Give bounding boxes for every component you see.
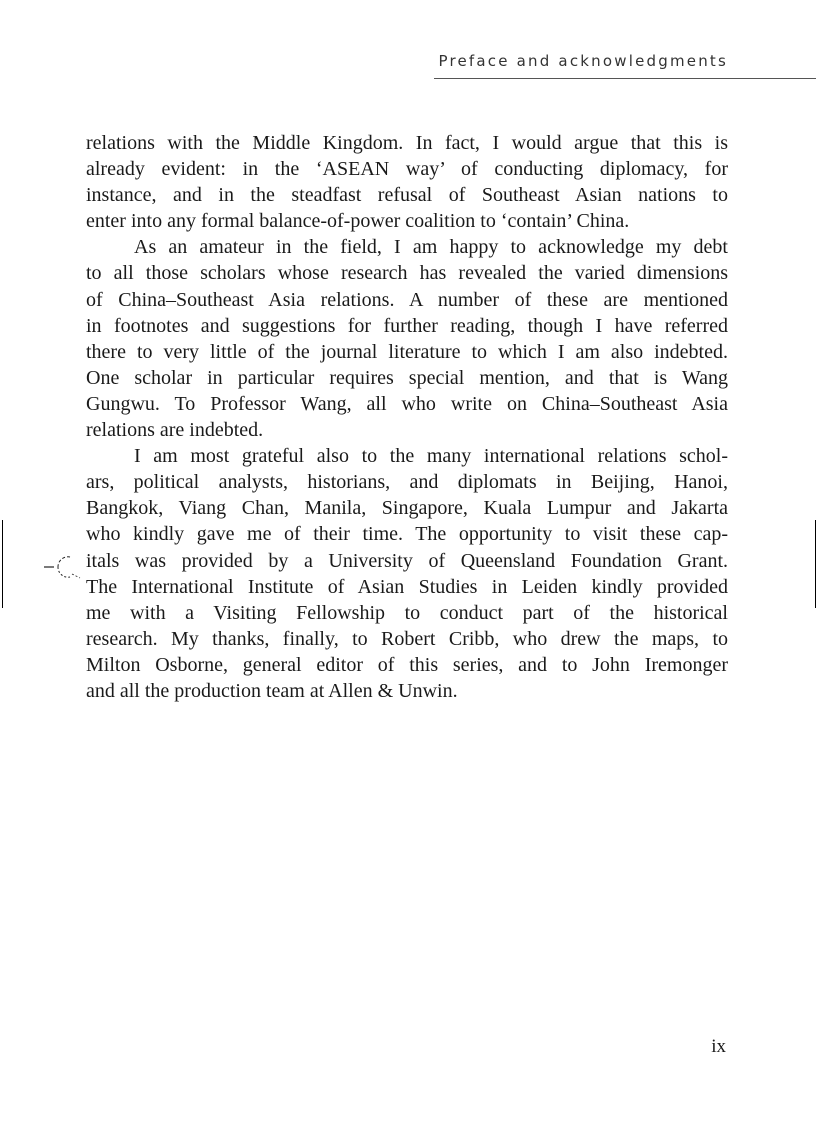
- text-line: Bangkok, Viang Chan, Manila, Singapore, Kuala Lumpur and Jakarta: [86, 497, 728, 520]
- text-line: Milton Osborne, general editor of this series, and to John Iremonger: [86, 653, 728, 676]
- running-header: [434, 48, 816, 79]
- text-line: I am most grateful also to the many international relations schol-: [134, 445, 728, 468]
- text-line: there to very little of the journal literature to which I am also indebted.: [86, 340, 728, 363]
- running-header-title: Preface and acknowledgments: [438, 52, 728, 70]
- registration-mark-icon: [44, 554, 84, 582]
- crop-mark-left: [2, 520, 3, 608]
- text-line: relations with the Middle Kingdom. In fact, I would argue that this is: [86, 132, 728, 154]
- text-line: who kindly gave me of their time. The opportunity to visit these cap-: [86, 523, 728, 546]
- text-line: in footnotes and suggestions for further reading, though I have referred: [86, 314, 728, 337]
- text-line: and all the production team at Allen & Unwin.: [86, 679, 458, 702]
- page-number: ix: [711, 1036, 726, 1057]
- body-text: [86, 130, 728, 704]
- text-line: relations are indebted.: [86, 419, 264, 442]
- text-line: As an amateur in the field, I am happy to acknowledge my debt: [134, 236, 728, 259]
- text-line: enter into any formal balance-of-power coalition to ‘contain’ China.: [86, 210, 630, 233]
- text-line: itals was provided by a University of Queensland Foundation Grant.: [86, 549, 728, 572]
- text-line: instance, and in the steadfast refusal of Southeast Asian nations to: [86, 184, 728, 207]
- text-line: me with a Visiting Fellowship to conduct part of the historical: [86, 601, 728, 624]
- text-line: ars, political analysts, historians, and diplomats in Beijing, Hanoi,: [86, 471, 728, 494]
- text-line: to all those scholars whose research has revealed the varied dimensions: [86, 262, 728, 285]
- text-line: One scholar in particular requires special mention, and that is Wang: [86, 366, 728, 389]
- text-line: research. My thanks, finally, to Robert Cribb, who drew the maps, to: [86, 627, 728, 650]
- text-line: already evident: in the ‘ASEAN way’ of conducting diplomacy, for: [86, 158, 728, 181]
- text-line: The International Institute of Asian Studies in Leiden kindly provided: [86, 575, 728, 598]
- text-line: Gungwu. To Professor Wang, all who write on China–Southeast Asia: [86, 392, 728, 415]
- text-line: of China–Southeast Asia relations. A number of these are mentioned: [86, 288, 728, 311]
